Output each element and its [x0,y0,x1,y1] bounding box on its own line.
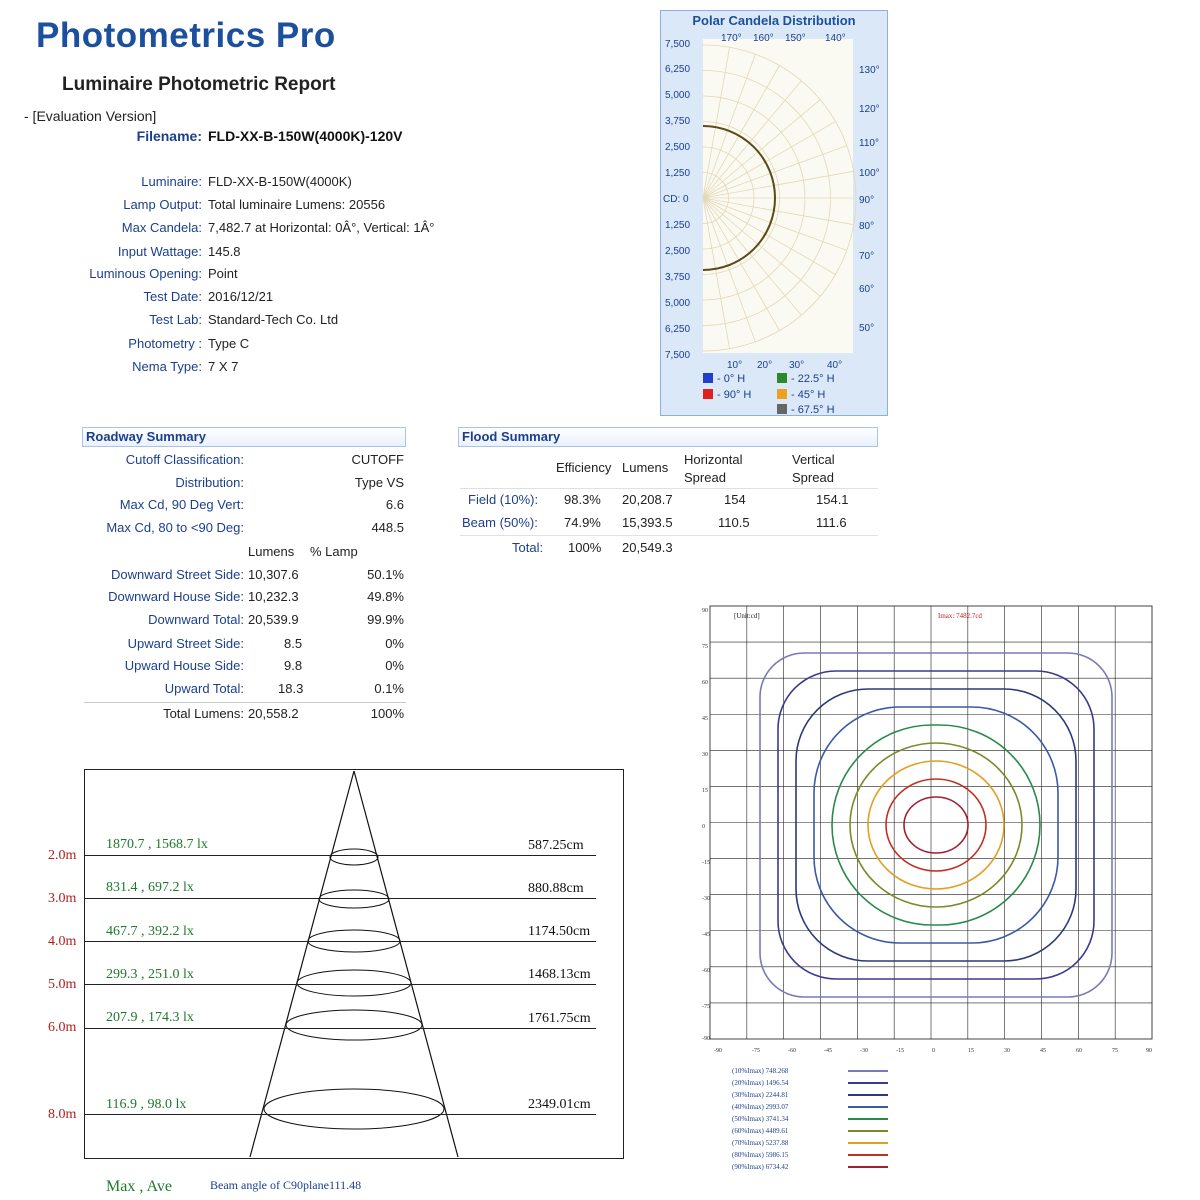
polar-tick: 6,250 [665,64,691,75]
cone-distance: 6.0m [48,1020,77,1035]
roadway-lumen-row [84,636,406,658]
polar-title: Polar Candela Distribution [692,13,856,28]
legend-label: - 90° H [717,389,752,401]
total-lumens: 20,558.2 [248,706,299,721]
col-vertical-spread: Spread [792,470,834,485]
cone-level-line [84,1028,596,1029]
legend-label: - 0° H [717,373,746,385]
iso-y-tick: 90 [702,608,708,614]
cone-level-line [84,984,596,985]
roadway-row [84,520,406,542]
iso-legend-label: (90%Imax) 6734.42 [732,1163,789,1171]
polar-right-ticks [859,65,880,334]
roadway-row [84,475,406,497]
info-value: 145.8 [208,244,241,259]
info-row-max-candela [0,220,560,242]
iso-x-tick: 90 [1146,1048,1152,1054]
info-row-luminous-opening [0,266,560,288]
iso-y-tick: 15 [702,788,708,794]
polar-tick: 80° [859,221,875,232]
polar-tick: 20° [757,360,773,371]
roadway-lumen-row [84,681,406,703]
legend-swatch-0h [703,373,713,383]
filename-value: FLD-XX-B-150W(4000K)-120V [208,128,403,144]
flood-row-label: Beam (50%): [462,515,538,530]
legend-label: - 22.5° H [791,373,835,385]
polar-tick: CD: 0 [663,194,689,205]
lumen-pct: 49.8% [367,589,404,604]
roadway-label: Distribution: [175,475,244,490]
lumen-value: 18.3 [278,681,304,696]
polar-tick: 5,000 [665,298,691,309]
iso-y-tick: 60 [702,680,708,686]
cone-ellipse-8m [264,1089,444,1129]
brand-title: Photometrics Pro [36,16,336,55]
roadway-value: CUTOFF [351,452,404,467]
info-row-photometry [0,336,560,358]
cone-level-line [84,941,596,942]
iso-x-tick: -15 [896,1048,904,1054]
roadway-value: 448.5 [371,520,404,535]
polar-tick: 90° [859,195,875,206]
iso-y-tick: -60 [702,968,710,974]
roadway-label: Max Cd, 90 Deg Vert: [119,497,244,512]
iso-x-tick: -90 [714,1048,722,1054]
polar-tick: 120° [859,104,880,115]
info-label: Lamp Output: [123,197,202,212]
legend-swatch-90h [703,389,713,399]
cone-lux: 831.4 , 697.2 lx [106,880,194,895]
cone-ellipse-2m [330,849,378,865]
cone-distance: 4.0m [48,934,77,949]
polar-tick: 2,500 [665,246,691,257]
iso-legend-label: (30%Imax) 2244.81 [732,1091,789,1099]
filename-label: Filename: [136,128,202,144]
polar-tick: 130° [859,65,880,76]
iso-x-tick: -75 [752,1048,760,1054]
legend-swatch-45h [777,389,787,399]
cone-diameter: 880.88cm [528,881,584,896]
legend-swatch-22h [777,373,787,383]
roadway-lumen-row [84,567,406,589]
info-value: Point [208,266,238,281]
col-efficiency: Efficiency [556,460,612,475]
iso-y-tick: 45 [702,716,708,722]
cone-distance: 3.0m [48,891,77,906]
polar-tick: 5,000 [665,90,691,101]
legend-swatch-67h [777,404,787,414]
flood-lumens: 20,208.7 [622,492,673,507]
iso-y-tick: 75 [702,644,708,650]
info-value: FLD-XX-B-150W(4000K) [208,174,352,189]
flood-divider [460,488,878,489]
roadway-summary-header: Roadway Summary [82,427,406,447]
roadway-lumen-row [84,612,406,634]
lumen-pct: 0% [385,636,404,651]
flood-lumens: 15,393.5 [622,515,673,530]
iso-legend-label: (10%Imax) 748.268 [732,1067,789,1075]
cone-footer-max-ave: Max , Ave [106,1178,172,1195]
info-value: 2016/12/21 [208,289,274,304]
isocandela-chart [700,600,1170,1190]
roadway-value: Type VS [354,475,404,490]
legend-label: - 45° H [791,389,826,401]
iso-x-tick: 15 [968,1048,974,1054]
lumen-label: Upward Total: [164,681,244,696]
flood-v-spread: 111.6 [816,515,847,530]
lumen-pct: 50.1% [367,567,404,582]
cone-level-line [84,1114,596,1115]
polar-tick: 170° [721,33,742,44]
lumen-value: 8.5 [284,636,303,651]
polar-tick: 70° [859,251,875,262]
cone-ellipse-5m [297,970,411,996]
info-value: 7 X 7 [208,359,239,374]
iso-legend-label: (80%Imax) 5986.15 [732,1151,789,1159]
polar-tick: 3,750 [665,272,691,283]
col-horizontal-spread: Spread [684,470,726,485]
iso-legend-label: (70%Imax) 5237.88 [732,1139,789,1147]
cone-footer-beam-angle: Beam angle of C90plane111.48 [210,1178,362,1192]
iso-x-tick: -60 [788,1048,796,1054]
iso-legend [732,1067,888,1171]
polar-tick: 1,250 [665,220,691,231]
polar-tick: 60° [859,284,875,295]
info-label: Nema Type: [132,359,202,374]
iso-x-tick: 60 [1076,1048,1082,1054]
iso-y-tick: -45 [702,932,710,938]
polar-tick: 100° [859,168,880,179]
evaluation-version: - [Evaluation Version] [24,108,157,124]
info-value: 7,482.7 at Horizontal: 0Â°, Vertical: 1Â° [208,220,435,235]
polar-tick: 30° [789,360,805,371]
cone-lux: 1870.7 , 1568.7 lx [106,837,208,852]
cone-lux: 207.9 , 174.3 lx [106,1010,194,1025]
lumen-label: Upward Street Side: [127,636,244,651]
iso-y-ticks [702,608,710,1042]
total-label: Total Lumens: [163,706,244,721]
lumen-pct: 99.9% [367,612,404,627]
col-lumens: Lumens [622,460,669,475]
roadway-label: Max Cd, 80 to <90 Deg: [106,520,244,535]
info-label: Max Candela: [121,220,202,235]
polar-tick: 10° [727,360,743,371]
info-label: Test Lab: [149,312,202,327]
polar-tick: 2,500 [665,142,691,153]
info-row-test-date [0,289,560,311]
info-row-lamp-output [0,197,560,219]
roadway-value: 6.6 [385,497,404,512]
polar-tick: 3,750 [665,116,691,127]
polar-tick: 7,500 [665,350,691,361]
lumen-pct: 0% [385,658,404,673]
flood-h-spread: 154 [724,492,746,507]
info-label: Luminaire: [141,174,202,189]
polar-tick: 140° [825,33,846,44]
flood-row-label: Field (10%): [468,492,539,507]
info-row-nema-type [0,359,560,381]
roadway-lumen-header [84,544,406,566]
roadway-lumen-row [84,658,406,680]
iso-y-tick: -15 [702,860,710,866]
iso-x-ticks [714,1048,1152,1054]
info-row-input-wattage [0,244,560,266]
polar-legend [703,373,835,415]
lumen-value: 10,232.3 [248,589,299,604]
roadway-total-row [84,706,406,728]
col-lumens: Lumens [248,544,295,559]
flood-divider [460,535,878,536]
cone-distance: 2.0m [48,848,77,863]
iso-x-tick: 30 [1004,1048,1010,1054]
info-row-luminaire [0,174,560,196]
cone-distance: 8.0m [48,1107,77,1122]
roadway-row [84,497,406,519]
info-label: Test Date: [143,289,202,304]
iso-x-tick: -45 [824,1048,832,1054]
iso-y-tick: -90 [702,1036,710,1042]
roadway-label: Cutoff Classification: [125,452,244,467]
polar-bottom-ticks [727,360,842,371]
polar-left-ticks [663,39,690,361]
flood-total-label: Total: [512,540,544,555]
lumen-pct: 0.1% [374,681,404,696]
iso-x-tick: 45 [1040,1048,1046,1054]
cone-diameter: 587.25cm [528,838,584,853]
iso-y-tick: -30 [702,896,710,902]
polar-tick: 160° [753,33,774,44]
info-label: Input Wattage: [117,244,202,259]
iso-legend-label: (50%Imax) 3741.34 [732,1115,789,1123]
col-horizontal: Horizontal [684,452,743,467]
col-vertical: Vertical [792,452,835,467]
cone-lux: 299.3 , 251.0 lx [106,967,194,982]
polar-chart [661,11,887,415]
flood-total-lumens: 20,549.3 [622,540,673,555]
polar-tick: 6,250 [665,324,691,335]
lumen-value: 10,307.6 [248,567,299,582]
col-pct-lamp: % Lamp [310,544,358,559]
flood-h-spread: 110.5 [718,515,750,530]
flood-eff: 74.9% [564,515,601,530]
iso-x-tick: -30 [860,1048,868,1054]
cone-diameter: 1761.75cm [528,1011,591,1026]
cone-diameter: 1468.13cm [528,967,591,982]
iso-y-tick: 30 [702,752,708,758]
roadway-lumen-row [84,589,406,611]
iso-x-tick: 75 [1112,1048,1118,1054]
iso-imax: Imax: 7482.7cd [938,612,982,620]
cone-diameter: 1174.50cm [528,924,591,939]
info-value: Total luminaire Lumens: 20556 [208,197,386,212]
lumen-label: Downward House Side: [108,589,244,604]
iso-legend-label: (20%Imax) 1496.54 [732,1079,789,1087]
flood-total-eff: 100% [568,540,602,555]
roadway-divider [84,702,406,703]
polar-tick: 7,500 [665,39,691,50]
iso-legend-label: (40%Imax) 2993.07 [732,1103,789,1111]
polar-tick: 110° [859,138,879,149]
legend-label: - 67.5° H [791,404,835,415]
info-label: Photometry : [128,336,202,351]
cone-edge-left [250,771,354,1157]
lumen-label: Downward Total: [148,612,244,627]
roadway-row [84,452,406,474]
polar-tick: 50° [859,323,875,334]
lumen-label: Upward House Side: [124,658,244,673]
cone-level-line [84,898,596,899]
cone-lux: 467.7 , 392.2 lx [106,924,194,939]
iso-y-tick: 0 [702,824,705,830]
flood-eff: 98.3% [564,492,601,507]
info-row-test-lab [0,312,560,334]
lumen-value: 9.8 [284,658,303,673]
info-value: Type C [208,336,250,351]
lumen-value: 20,539.9 [248,612,299,627]
flood-v-spread: 154.1 [816,492,849,507]
info-value: Standard-Tech Co. Ltd [208,312,339,327]
polar-tick: 150° [785,33,806,44]
info-label: Luminous Opening: [89,266,202,281]
cone-level-line [84,855,596,856]
report-subtitle: Luminaire Photometric Report [62,74,336,95]
flood-summary-header: Flood Summary [458,427,878,447]
iso-y-tick: -75 [702,1004,710,1010]
cone-lux: 116.9 , 98.0 lx [106,1097,187,1112]
lumen-label: Downward Street Side: [111,567,244,582]
iso-unit: [Unit:cd] [734,612,760,620]
polar-candela-panel [660,10,888,416]
polar-tick: 40° [827,360,843,371]
iso-x-tick: 0 [932,1048,935,1054]
cone-distance: 5.0m [48,977,77,992]
total-pct: 100% [370,706,404,721]
cone-ellipse-3m [319,890,389,908]
cone-edge-right [354,771,458,1157]
cone-diameter: 2349.01cm [528,1097,591,1112]
polar-tick: 1,250 [665,168,691,179]
iso-legend-label: (60%Imax) 4489.61 [732,1127,789,1135]
cone-ellipse-6m [286,1010,422,1040]
